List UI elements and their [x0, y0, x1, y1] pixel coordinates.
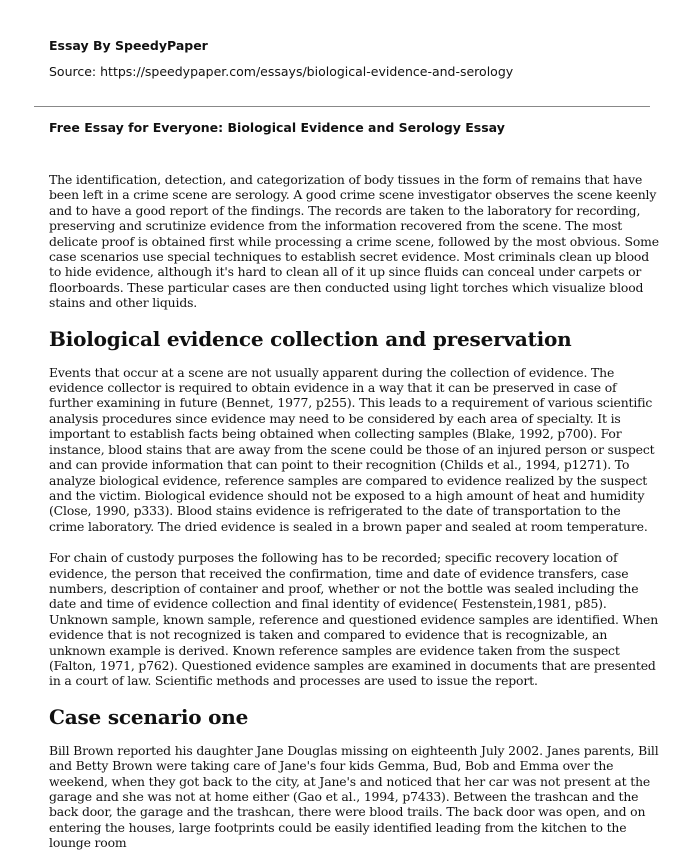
source-line: Source: https://speedypaper.com/essays/biological-evidence-and-serology: [49, 64, 514, 79]
paragraph: Events that occur at a scene are not usually apparent during the collection of evidence. The evidence collector is required to obtain evidence in a way that it can be preserved in case of further examining in future (Bennet, 1977, p255). This leads to a requirement of various scientific analysis procedures since evidence may need to be considered by each area of specialty. It is important to establish facts being obtained when collecting samples (Blake, 1992, p700). For instance, blood stains that are away from the scene could be those of an injured person or suspect and can provide information that can point to their recognition (Childs et al., 1994, p1271). To analyze biological evidence, reference samples are compared to evidence realized by the suspect and the victim. Biological evidence should not be exposed to a high amount of heat and humidity (Close, 1990, p333). Blood stains evidence is refrigerated to the date of transportation to the crime laboratory. The dried evidence is sealed in a brown paper and sealed at room temperature.: [49, 364, 655, 534]
brand-title: Essay By SpeedyPaper: [49, 38, 208, 53]
intro-paragraph: The identification, detection, and categorization of body tissues in the form of remains that have been left in a crime scene are serology. A good crime scene investigator observes the scene keenly and to have a good report of the findings. The records are taken to the laboratory for recording, preserving and scrutinize evidence from the information recovered from the scene. The most delicate proof is obtained first while processing a crime scene, followed by the most obvious. Some case scenarios use special techniques to establish secret evidence. Most criminals clean up blood to hide evidence, although it's hard to clean all of it up since fluids can conceal under carpets or floorboards. These particular cases are then conducted using light torches which visualize blood stains and other liquids.: [49, 172, 659, 311]
page-title: Free Essay for Everyone: Biological Evidence and Serology Essay: [49, 120, 505, 135]
section-heading: Case scenario one: [49, 704, 249, 729]
section-heading: Biological evidence collection and preservation: [49, 326, 572, 351]
divider: [34, 106, 650, 107]
document-header: [49, 38, 659, 79]
paragraph: For chain of custody purposes the following has to be recorded; specific recovery location of evidence, the person that received the confirmation, time and date of evidence transfers, case numbers, description of container and proof, whether or not the bottle was sealed including the date and time of evidence collection and final identity of evidence( Festenstein,1981, p85). Unknown sample, known sample, reference and questioned evidence samples are identified. When evidence that is not recognized is taken and compared to evidence that is recognizable, an unknown example is derived. Known reference samples are evidence taken from the suspect (Falton, 1971, p762). Questioned evidence samples are examined in documents that are presented in a court of law. Scientific methods and processes are used to issue the report.: [49, 550, 659, 689]
paragraph: Bill Brown reported his daughter Jane Douglas missing on eighteenth July 2002. Janes parents, Bill and Betty Brown were taking care of Jane's four kids Gemma, Bud, Bob and Emma over the weekend, when they got back to the city, at Jane's and noticed that her car was not present at the garage and she was not at home either (Gao et al., 1994, p7433). Between the trashcan and the back door, the garage and the trashcan, there were blood trails. The back door was open, and on entering the houses, large footprints could be easily identified leading from the kitchen to the lounge room: [49, 742, 659, 851]
essay-body: [49, 172, 659, 867]
